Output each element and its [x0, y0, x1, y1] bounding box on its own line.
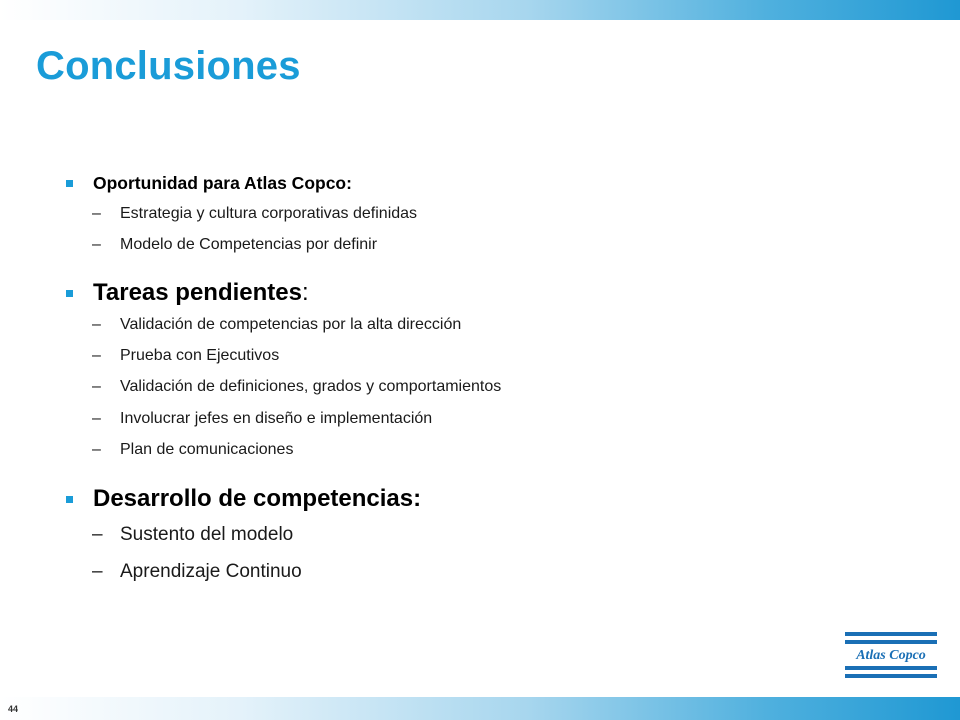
page-number: 44: [8, 704, 19, 714]
bullet-tareas: [66, 279, 309, 307]
sub-item-text: Sustento del modelo: [120, 524, 294, 545]
sub-item: [92, 205, 417, 223]
atlas-copco-logo: [845, 632, 937, 678]
sub-item-text: Prueba con Ejecutivos: [120, 347, 280, 364]
sub-item: [92, 316, 461, 334]
dash-marker: –: [92, 410, 101, 427]
dash-marker: –: [92, 561, 103, 582]
bullet-desarrollo: [66, 485, 421, 513]
slide-title: Conclusiones: [36, 44, 301, 88]
bullet-oportunidad: [66, 173, 352, 194]
top-gradient-band: [0, 0, 960, 20]
dash-marker: –: [92, 441, 101, 458]
sub-item-text: Modelo de Competencias por definir: [120, 236, 378, 253]
dash-marker: –: [92, 236, 101, 253]
square-bullet-icon: [66, 496, 73, 503]
svg-text:Atlas Copco: Atlas Copco: [856, 648, 926, 663]
sub-item-text: Validación de competencias por la alta dirección: [120, 316, 462, 333]
sub-item: [92, 524, 293, 546]
bullet-heading: Tareas pendientes: [93, 279, 302, 306]
sub-item: [92, 347, 279, 365]
square-bullet-icon: [66, 180, 73, 187]
sub-item-text: Estrategia y cultura corporativas definidas: [120, 205, 418, 222]
dash-marker: –: [92, 347, 101, 364]
sub-item-text: Validación de definiciones, grados y comportamientos: [120, 378, 502, 395]
sub-item-text: Aprendizaje Continuo: [120, 561, 302, 582]
sub-item: [92, 441, 293, 459]
sub-item-text: Involucrar jefes en diseño e implementación: [120, 410, 433, 427]
dash-marker: –: [92, 205, 101, 222]
dash-marker: –: [92, 378, 101, 395]
bullet-heading: Oportunidad para Atlas Copco:: [93, 173, 352, 193]
sub-item: [92, 410, 432, 428]
dash-marker: –: [92, 524, 103, 545]
sub-item-text: Plan de comunicaciones: [120, 441, 294, 458]
sub-item: [92, 378, 501, 396]
dash-marker: –: [92, 316, 101, 333]
square-bullet-icon: [66, 290, 73, 297]
bullet-heading: Desarrollo de competencias:: [93, 485, 422, 512]
sub-item: [92, 236, 377, 254]
bottom-gradient-band: [0, 697, 960, 720]
sub-item: [92, 561, 302, 583]
bullet-heading-suffix: :: [301, 279, 309, 306]
